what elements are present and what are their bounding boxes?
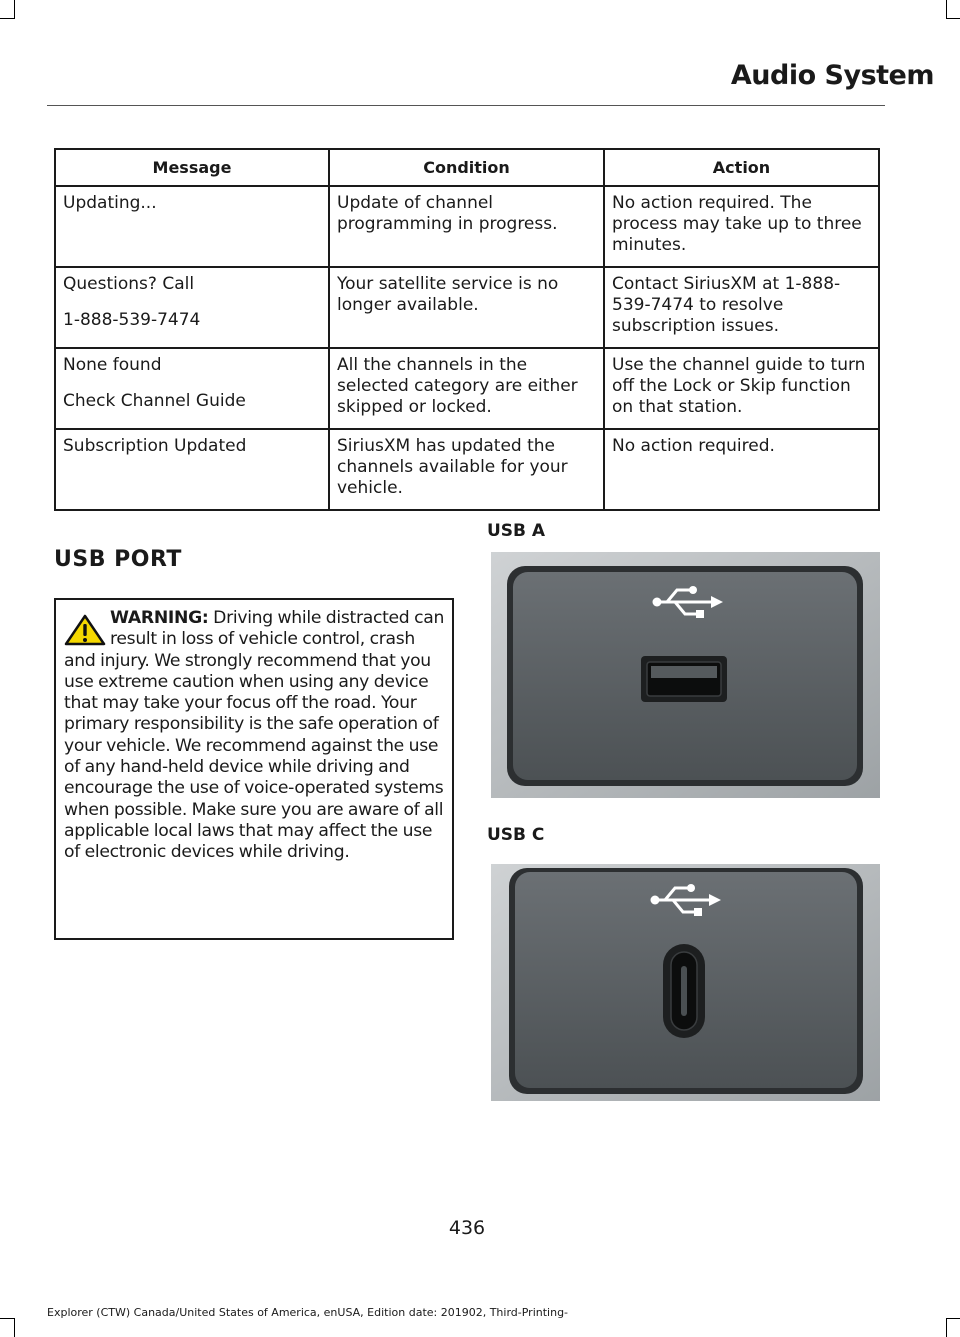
action-cell: No action required. (604, 429, 879, 510)
table-row (55, 267, 879, 348)
message-text: 1-888-539-7474 (63, 310, 201, 330)
message-text: Subscription Updated (63, 436, 247, 456)
footer-edition-text: Explorer (CTW) Canada/United States of America, enUSA, Edition date: 201902, Third-Printing- (47, 1306, 569, 1319)
message-text: Updating... (63, 193, 157, 213)
table-row (55, 186, 879, 267)
table-row (55, 429, 879, 510)
usb-a-label: USB A (487, 521, 546, 541)
action-cell: No action required. The process may take up to three minutes. (604, 186, 879, 267)
crop-mark (946, 1318, 947, 1337)
usb-c-label: USB C (487, 825, 545, 845)
usb-c-photo (491, 864, 880, 1101)
column-header-message: Message (55, 149, 329, 186)
usb-a-photo (491, 552, 880, 798)
warning-box (54, 598, 454, 940)
message-cell (55, 186, 329, 267)
condition-cell: Your satellite service is no longer available. (329, 267, 604, 348)
page-title: Audio System (730, 60, 934, 91)
warning-triangle-icon (64, 614, 106, 646)
column-header-condition: Condition (329, 149, 604, 186)
crop-mark (946, 18, 960, 19)
crop-mark (946, 1318, 960, 1319)
header-divider (47, 105, 885, 106)
message-cell (55, 267, 329, 348)
crop-mark (946, 0, 947, 19)
column-header-action: Action (604, 149, 879, 186)
message-text: None found (63, 355, 162, 375)
table-row (55, 348, 879, 429)
message-cell (55, 429, 329, 510)
warning-label: WARNING: (110, 608, 209, 628)
table-header-row (55, 149, 879, 186)
message-cell (55, 348, 329, 429)
usb-a-port-image (491, 552, 880, 798)
message-table (54, 148, 880, 511)
message-text: Check Channel Guide (63, 391, 246, 411)
crop-mark (0, 1318, 15, 1319)
condition-cell: SiriusXM has updated the channels available for your vehicle. (329, 429, 604, 510)
action-cell: Use the channel guide to turn off the Lock or Skip function on that station. (604, 348, 879, 429)
usb-c-port-image (491, 864, 880, 1101)
action-cell: Contact SiriusXM at 1-888-539-7474 to resolve subscription issues. (604, 267, 879, 348)
crop-mark (14, 0, 15, 19)
page-number: 436 (448, 1217, 486, 1239)
crop-mark (14, 1318, 15, 1337)
section-title: USB PORT (54, 547, 182, 572)
warning-text: Driving while distracted can result in loss of vehicle control, crash and injury. We strongly recommend that you use extreme caution when using any device that may take your focus off the road. Your primary responsibility is the safe operation of your vehicle. We recommend against the use of any hand-held device while driving and encourage the use of voice-operated systems when possible. Make sure you are aware of all applicable local laws that may affect the use of electronic devices while driving. (64, 608, 445, 863)
crop-mark (0, 18, 15, 19)
condition-cell: Update of channel programming in progress. (329, 186, 604, 267)
message-text: Questions? Call (63, 274, 195, 294)
condition-cell: All the channels in the selected category are either skipped or locked. (329, 348, 604, 429)
